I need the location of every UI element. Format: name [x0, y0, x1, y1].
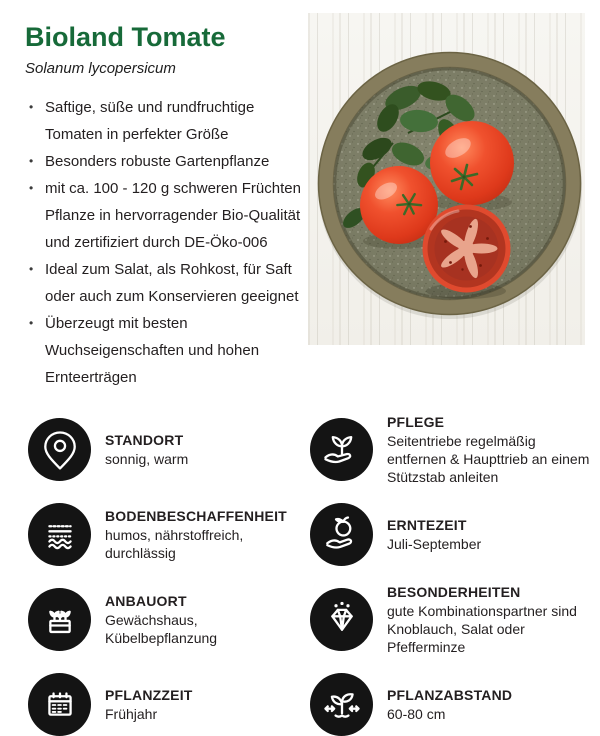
- intro-column: [0, 0, 308, 391]
- info-desc: sonnig, warm: [105, 451, 189, 467]
- feature-item: • Überzeugt mit besten Wuchseigenschaften und hohen Ernteerträgen: [25, 310, 308, 391]
- feature-list: [25, 94, 308, 391]
- calendar-icon: [28, 673, 91, 736]
- info-item-pflanzabstand: [310, 673, 600, 736]
- tomato-plate-illustration: [308, 13, 585, 345]
- hand-tomato-icon: [310, 503, 373, 566]
- diamond-icon: [310, 588, 373, 651]
- location-pin-icon: [28, 418, 91, 481]
- botanical-name: Solanum lycopersicum: [25, 60, 176, 77]
- info-label: PFLANZZEIT: [105, 687, 193, 703]
- info-label: ANBAUORT: [105, 593, 187, 609]
- info-item-bodenbeschaffenheit: [28, 503, 310, 566]
- planter-box-icon: [28, 588, 91, 651]
- info-label: PFLEGE: [387, 414, 445, 430]
- info-desc: Frühjahr: [105, 706, 158, 722]
- info-label: BODENBESCHAFFENHEIT: [105, 508, 287, 524]
- info-desc: humos, nährstoffreich, durchlässig: [105, 527, 244, 561]
- info-item-pflege: [310, 414, 600, 485]
- feature-item: • Saftige, süße und rundfruchtige Tomaten in perfekter Größe: [25, 94, 308, 148]
- info-item-pflanzzeit: [28, 673, 310, 736]
- soil-layers-icon: [28, 503, 91, 566]
- info-item-besonderheiten: [310, 584, 600, 655]
- page-title: Bioland Tomate: [25, 22, 226, 52]
- plant-spacing-icon: [310, 673, 373, 736]
- info-item-erntezeit: [310, 503, 600, 566]
- info-label: STANDORT: [105, 432, 184, 448]
- info-label: ERNTEZEIT: [387, 517, 467, 533]
- info-desc: gute Kombinationspartner sind Knoblauch, Salat oder Pfefferminze: [387, 603, 577, 655]
- product-photo: [308, 13, 585, 345]
- info-desc: Seitentriebe regelmäßig entfernen & Haupttrieb an einem Stützstab anleiten: [387, 433, 590, 485]
- hand-plant-icon: [310, 418, 373, 481]
- info-desc: Juli-September: [387, 536, 482, 552]
- feature-item: • Ideal zum Salat, als Rohkost, für Saft oder auch zum Konservieren geeignet: [25, 256, 308, 310]
- info-item-anbauort: [28, 588, 310, 651]
- feature-item: • mit ca. 100 - 120 g schweren Früchten Pflanze in hervorragender Bio-Qualität und zertifiziert durch DE-Öko-006: [25, 175, 308, 256]
- info-item-standort: [28, 418, 310, 481]
- feature-item: • Besonders robuste Gartenpflanze: [25, 148, 308, 175]
- info-label: PFLANZABSTAND: [387, 687, 513, 703]
- attributes-grid: [28, 414, 600, 736]
- info-label: BESONDERHEITEN: [387, 584, 521, 600]
- info-desc: Gewächshaus, Kübelbepflanzung: [105, 612, 218, 646]
- info-desc: 60-80 cm: [387, 706, 446, 722]
